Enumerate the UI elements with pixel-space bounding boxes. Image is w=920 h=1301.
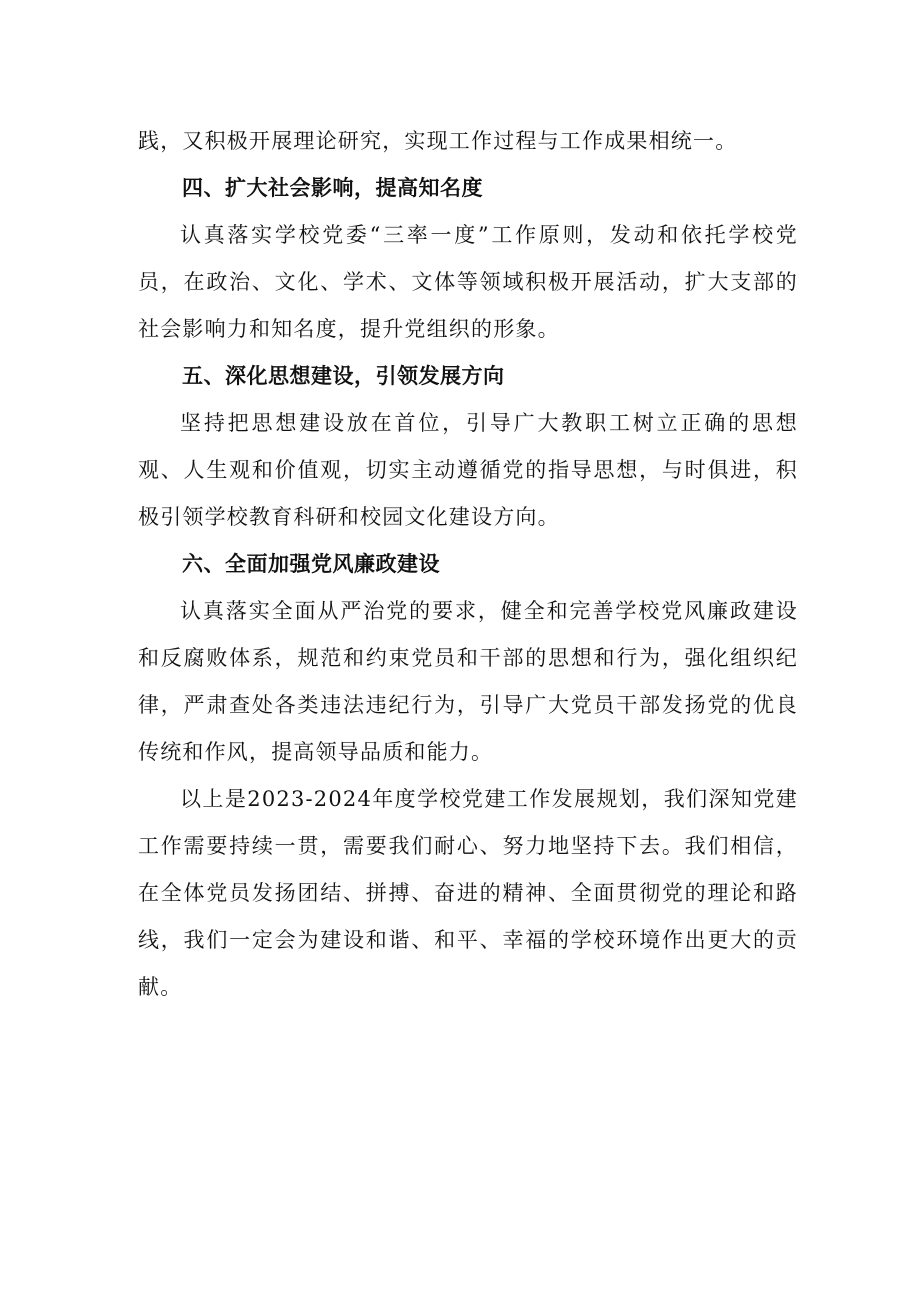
- paragraph-section-4: 认真落实学校党委“三率一度”工作原则，发动和依托学校党员，在政治、文化、学术、文体等领域积极开展活动，扩大支部的社会影响力和知名度，提升党组织的形象。: [138, 223, 798, 341]
- paragraph-conclusion: 以上是2023-2024年度学校党建工作发展规划，我们深知党建工作需要持续一贯，需要我们耐心、努力地坚持下去。我们相信，在全体党员发扬团结、拼搏、奋进的精神、全面贯彻党的理论和路线，我们一定会为建设和谐、和平、幸福的学校环境作出更大的贡献。: [138, 787, 798, 999]
- section-heading-4: 四、扩大社会影响，提高知名度: [182, 176, 483, 200]
- document-body: [138, 118, 798, 1011]
- paragraph-section-5: 坚持把思想建设放在首位，引导广大教职工树立正确的思想观、人生观和价值观，切实主动遵循党的指导思想，与时俱进，积极引领学校教育科研和校园文化建设方向。: [138, 411, 798, 529]
- paragraph-continuation: 践，又积极开展理论研究，实现工作过程与工作成果相统一。: [138, 129, 738, 153]
- paragraph-section-6: 认真落实全面从严治党的要求，健全和完善学校党风廉政建设和反腐败体系，规范和约束党员和干部的思想和行为，强化组织纪律，严肃查处各类违法违纪行为，引导广大党员干部发扬党的优良传统和作风，提高领导品质和能力。: [138, 599, 798, 764]
- section-heading-5: 五、深化思想建设，引领发展方向: [182, 364, 505, 388]
- section-heading-6: 六、全面加强党风廉政建设: [182, 552, 440, 576]
